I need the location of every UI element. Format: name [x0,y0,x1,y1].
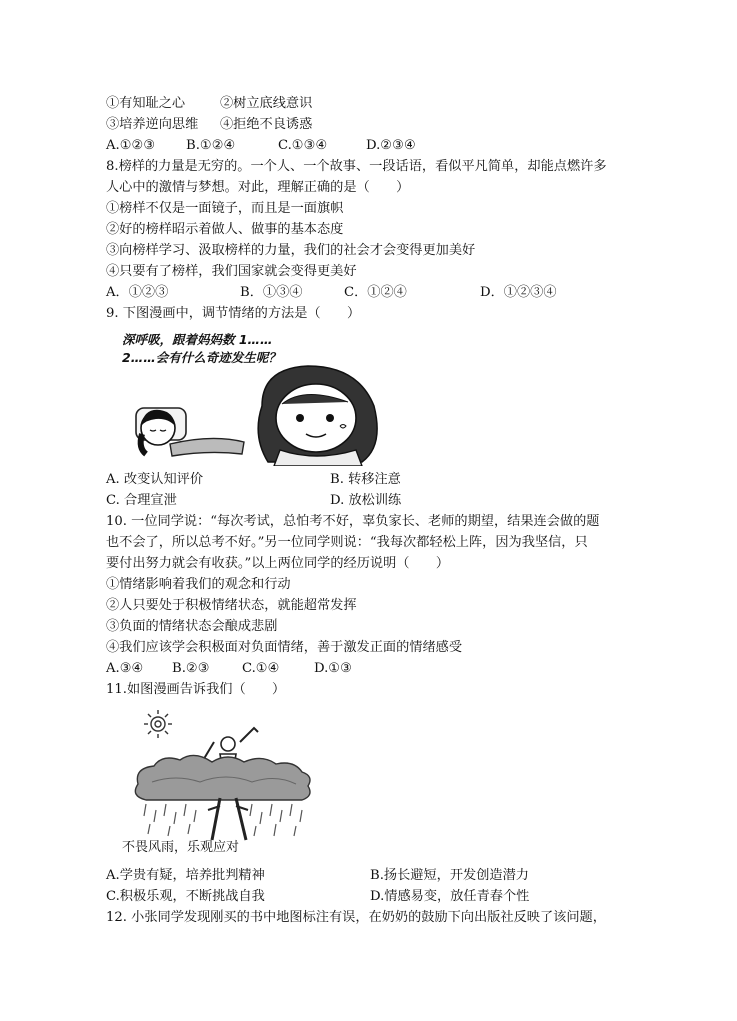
q7-choice-d: D.②③④ [366,138,416,153]
q10-choice-b: B.②③ [172,661,210,676]
q7-option-3: ③培养逆向思维 [106,117,199,132]
q9-choice-b: B. 转移注意 [330,472,401,487]
q9-choice-c: C. 合理宣泄 [106,493,177,508]
q8-statement-4: ④只要有了榜样，我们国家就会变得更美好 [106,264,357,279]
q8-choice-d: D．①②③④ [480,285,557,300]
q8-choice-b: B．①③④ [240,285,303,300]
q11-choice-b: B.扬长避短，开发创造潜力 [370,868,529,883]
q10-stem-line3: 要付出努力就会有收获。”以上两位同学的经历说明（ ） [106,556,450,571]
q11-choice-c: C.积极乐观，不断挑战自我 [106,889,265,904]
q7-choice-a: A.①②③ [106,138,156,153]
q12-stem-line1: 12. 小张同学发现刚买的书中地图标注有误，在奶奶的鼓励下向出版社反映了该问题， [106,910,606,925]
q9-choice-d: D. 放松训练 [330,493,402,508]
q7-option-4: ④拒绝不良诱惑 [220,117,313,132]
sun-icon [144,710,172,738]
q9-choice-a: A. 改变认知评价 [106,472,204,487]
q8-statement-3: ③向榜样学习、汲取榜样的力量，我们的社会才会变得更加美好 [106,243,476,258]
q10-statement-1: ①情绪影响着我们的观念和行动 [106,577,291,592]
q7-option-2: ②树立底线意识 [220,96,313,111]
q9-cartoon-text-line1: 深呼吸，跟着妈妈数 1…… [122,332,273,347]
q9-stem: 9. 下图漫画中，调节情绪的方法是（ ） [106,306,361,321]
q8-statement-1: ①榜样不仅是一面镜子，而且是一面旗帜 [106,201,344,216]
q8-stem-line1: 8.榜样的力量是无穷的。一个人、一个故事、一段话语，看似平凡简单，却能点燃许多 [106,159,607,174]
q9-cartoon-text-line2: 2……会有什么奇迹发生呢？ [122,350,281,365]
q8-statement-2: ②好的榜样昭示着做人、做事的基本态度 [106,222,344,237]
q10-stem-line2: 也不会了，所以总考不好。”另一位同学则说：“我每次都轻松上阵，因为我坚信，只 [106,535,588,550]
q11-cartoon [116,706,332,860]
q10-statement-3: ③负面的情绪状态会酿成悲剧 [106,619,278,634]
q7-option-1: ①有知耻之心 [106,96,186,111]
q9-cartoon [112,326,402,466]
q7-choice-c: C.①③④ [278,138,328,153]
q10-choice-a: A.③④ [106,661,144,676]
q11-cartoon-caption: 不畏风雨，乐观应对 [122,840,240,855]
q11-choice-a: A.学贵有疑，培养批判精神 [106,868,265,883]
q10-stem-line1: 10. 一位同学说：“每次考试，总怕考不好，辜负家长、老师的期望，结果连会做的题 [106,514,600,529]
q10-statement-2: ②人只要处于积极情绪状态，就能超常发挥 [106,598,357,613]
q11-stem: 11.如图漫画告诉我们（ ） [106,682,286,697]
q8-choice-a: A．①②③ [106,285,169,300]
q10-choice-d: D.①③ [314,661,352,676]
q8-choice-c: C．①②④ [344,285,407,300]
q10-choice-c: C.①④ [242,661,280,676]
q8-stem-line2: 人心中的激情与梦想。对此，理解正确的是（ ） [106,180,410,195]
q7-choice-b: B.①②④ [186,138,236,153]
q10-statement-4: ④我们应该学会积极面对负面情绪，善于激发正面的情绪感受 [106,640,463,655]
q11-choice-d: D.情感易变，放任青春个性 [370,889,530,904]
